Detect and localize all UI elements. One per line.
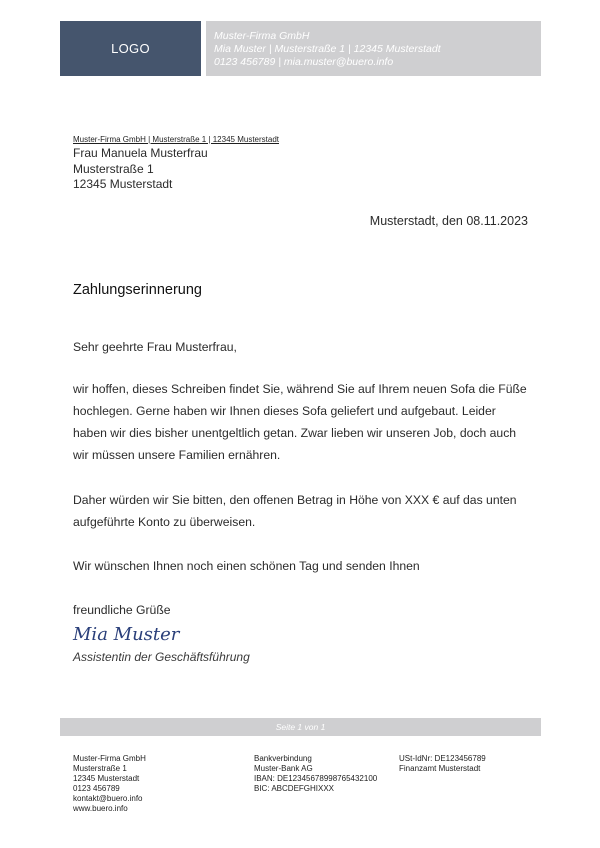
footer-tax-info [399, 754, 486, 774]
footer-line: IBAN: DE12345678998765432100 [254, 774, 378, 783]
body-paragraph-1: wir hoffen, dieses Schreiben findet Sie, während Sie auf Ihrem neuen Sofa die Füße hochlegen. Gerne haben wir Ihnen dieses Sofa geliefert und aufgebaut. Leider haben wir dies bisher unentgeltlich getan. Zwar lieben wir unseren Job, doch auch wir müssen unsere Familien ernähren. [73, 382, 527, 462]
letterhead-company: Muster-Firma GmbH [214, 30, 310, 42]
recipient-address [73, 146, 208, 193]
page-indicator-bar [60, 718, 541, 736]
footer-line: Muster-Firma GmbH [73, 754, 146, 763]
recipient-name: Frau Manuela Musterfrau [73, 146, 208, 160]
closing-phrase: freundliche Grüße [73, 603, 171, 617]
footer-line: 0123 456789 [73, 784, 120, 793]
page-indicator: Seite 1 von 1 [275, 722, 326, 732]
footer-line: Finanzamt Musterstadt [399, 764, 481, 773]
letterhead-address: Mia Muster | Musterstraße 1 | 12345 Musterstadt [214, 43, 441, 55]
footer-line: USt-IdNr: DE123456789 [399, 754, 486, 763]
recipient-street: Musterstraße 1 [73, 161, 154, 176]
letterhead-contact: 0123 456789 | mia.muster@buero.info [214, 56, 394, 68]
footer-line: BIC: ABCDEFGHIXXX [254, 784, 335, 793]
body-paragraph-2: Daher würden wir Sie bitten, den offenen Betrag in Höhe von XXX € auf das unten aufgeführte Konto zu überweisen. [73, 493, 517, 529]
return-address-line: Muster-Firma GmbH | Musterstraße 1 | 12345 Musterstadt [73, 135, 279, 144]
handwritten-signature: Mia Muster [73, 624, 180, 645]
recipient-city: 12345 Musterstadt [73, 177, 173, 191]
logo-label: LOGO [111, 41, 150, 56]
footer-company-info [73, 754, 146, 814]
company-logo [60, 21, 201, 76]
footer-line: Musterstraße 1 [73, 764, 127, 773]
footer-line: Bankverbindung [254, 754, 312, 763]
footer-line: Muster-Bank AG [254, 764, 313, 773]
letterhead [206, 21, 541, 76]
salutation: Sehr geehrte Frau Musterfrau, [73, 340, 237, 354]
footer-line: 12345 Musterstadt [73, 774, 140, 783]
signer-role: Assistentin der Geschäftsführung [73, 650, 250, 664]
letter-subject: Zahlungserinnerung [73, 282, 202, 298]
footer-line: kontakt@buero.info [73, 794, 143, 803]
footer-line: www.buero.info [73, 804, 128, 813]
body-paragraph-3: Wir wünschen Ihnen noch einen schönen Tag und senden Ihnen [73, 559, 420, 573]
footer-bank-info [254, 754, 377, 794]
letter-date: Musterstadt, den 08.11.2023 [369, 214, 528, 228]
